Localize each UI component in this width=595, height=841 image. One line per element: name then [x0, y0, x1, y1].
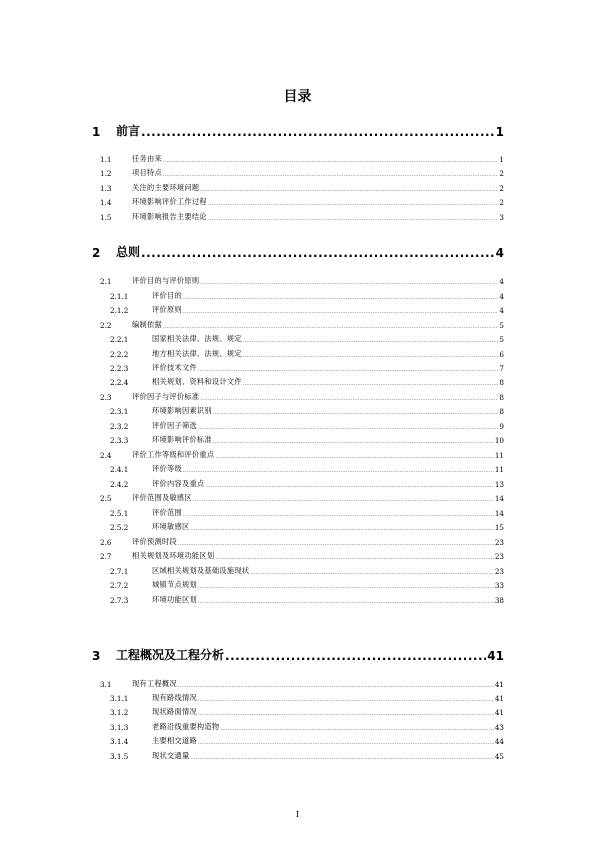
toc-leader-dots — [163, 169, 498, 178]
toc-entry-title: 区域相关规划及基础设施现状 — [152, 566, 250, 575]
toc-entry[interactable] — [90, 435, 504, 445]
toc-entry-number: 3.1.4 — [110, 737, 129, 746]
toc-entry[interactable] — [90, 212, 504, 222]
toc-leader-dots — [183, 509, 494, 518]
toc-entry-title: 评价工作等级和评价重点 — [132, 450, 215, 459]
toc-entry[interactable] — [90, 183, 504, 193]
toc-entry-number: 2 — [92, 246, 101, 260]
toc-entry-title: 编制依据 — [132, 320, 162, 329]
toc-entry-number: 2.3 — [100, 393, 112, 402]
toc-entry-number: 2.7 — [100, 552, 112, 561]
toc-entry-title: 城镇节点规划 — [152, 580, 197, 589]
toc-entry-page: 14 — [494, 509, 504, 518]
toc-entry-number: 1.2 — [100, 169, 112, 178]
toc-entry-page: 23 — [494, 538, 504, 547]
toc-entry-number: 1.5 — [100, 213, 112, 222]
toc-entry[interactable] — [90, 363, 504, 373]
toc-entry[interactable] — [90, 244, 504, 260]
page-number-footer: I — [295, 810, 300, 819]
toc-leader-dots — [213, 407, 499, 416]
toc-entry-page: 8 — [499, 407, 504, 416]
toc-leader-dots — [190, 752, 493, 761]
toc-entry-title: 评价技术文件 — [152, 363, 197, 372]
toc-entry-title: 现有工程概况 — [132, 679, 177, 688]
toc-entry-page: 43 — [494, 723, 504, 732]
toc-entry-page: 23 — [494, 552, 504, 561]
toc-entry-page: 5 — [499, 335, 504, 344]
toc-entry-page: 41 — [494, 680, 504, 689]
toc-entry-title: 评价因子筛选 — [152, 421, 197, 430]
toc-title: 目录 — [283, 89, 312, 105]
toc-entry-title: 现状交通量 — [152, 751, 190, 760]
toc-entry-page: 45 — [494, 752, 504, 761]
toc-entry-number: 1.4 — [100, 198, 112, 207]
toc-leader-dots — [198, 694, 494, 703]
toc-entry-number: 2.6 — [100, 538, 112, 547]
toc-entry-page: 11 — [494, 451, 504, 460]
toc-entry-page: 38 — [494, 596, 504, 605]
toc-leader-dots — [183, 306, 498, 315]
toc-entry-title: 前言 — [116, 124, 141, 138]
toc-entry-page: 1 — [495, 125, 504, 139]
toc-entry-page: 1 — [499, 155, 504, 164]
toc-entry-number: 2.3.3 — [110, 436, 129, 445]
toc-entry-number: 3.1.5 — [110, 752, 129, 761]
toc-leader-dots — [208, 198, 499, 207]
toc-entry-title: 项目特点 — [132, 168, 162, 177]
toc-entry-title: 国家相关法律、法规、规定 — [152, 334, 242, 343]
toc-entry-page: 9 — [499, 422, 504, 431]
toc-leader-dots — [163, 321, 498, 330]
toc-entry-number: 1 — [92, 125, 101, 139]
toc-entry-page: 4 — [495, 246, 504, 260]
toc-entry-number: 2.5.2 — [110, 523, 129, 532]
toc-entry-title: 主要相交道路 — [152, 736, 197, 745]
toc-entry-title: 评价目的 — [152, 291, 182, 300]
toc-entry-title: 评价原则 — [152, 305, 182, 314]
toc-entry-title: 总则 — [116, 245, 141, 259]
toc-leader-dots — [183, 465, 494, 474]
toc-entry-number: 2.2 — [100, 321, 112, 330]
toc-leader-dots — [141, 125, 495, 139]
toc-entry-number: 2.2.2 — [110, 350, 129, 359]
toc-entry-title: 环境影响因素识别 — [152, 406, 212, 415]
toc-entry-page: 14 — [494, 494, 504, 503]
toc-entry-number: 3.1 — [100, 680, 112, 689]
toc-entry[interactable] — [90, 707, 504, 717]
toc-entry-title: 环境影响评价工作过程 — [132, 197, 207, 206]
toc-leader-dots — [198, 364, 498, 373]
toc-entry[interactable] — [90, 406, 504, 416]
toc-entry[interactable] — [90, 751, 504, 761]
toc-leader-dots — [198, 737, 494, 746]
toc-entry-title: 评价内容及重点 — [152, 479, 205, 488]
toc-entry-title: 相关规划、资料和设计文件 — [152, 377, 242, 386]
toc-entry[interactable] — [90, 551, 504, 561]
toc-entry-title: 环境影响评价标准 — [152, 435, 212, 444]
toc-leader-dots — [198, 422, 498, 431]
toc-entry[interactable] — [90, 168, 504, 178]
toc-leader-dots — [205, 480, 493, 489]
toc-entry-number: 1.3 — [100, 184, 112, 193]
toc-entry-page: 3 — [499, 213, 504, 222]
toc-entry-title: 环境敏感区 — [152, 522, 190, 531]
toc-leader-dots — [198, 596, 494, 605]
toc-leader-dots — [220, 723, 493, 732]
toc-entry[interactable] — [90, 392, 504, 402]
toc-leader-dots — [225, 649, 486, 663]
toc-entry[interactable] — [90, 580, 504, 590]
toc-entry-page: 41 — [494, 694, 504, 703]
toc-entry[interactable] — [90, 450, 504, 460]
toc-leader-dots — [183, 292, 498, 301]
toc-entry-title: 相关规划及环境功能区划 — [132, 551, 215, 560]
toc-entry-number: 2.2.3 — [110, 364, 129, 373]
toc-entry-title: 任务由来 — [132, 154, 162, 163]
toc-entry[interactable] — [90, 537, 504, 547]
toc-entry-title: 环境影响报告主要结论 — [132, 212, 207, 221]
toc-leader-dots — [198, 708, 494, 717]
toc-leader-dots — [200, 393, 498, 402]
toc-entry[interactable] — [90, 197, 504, 207]
toc-entry-page: 44 — [494, 737, 504, 746]
toc-entry[interactable] — [90, 595, 504, 605]
toc-entry-number: 2.7.1 — [110, 567, 129, 576]
toc-entry-number: 2.3.2 — [110, 422, 129, 431]
toc-leader-dots — [243, 335, 499, 344]
toc-entry-title: 现状路面情况 — [152, 707, 197, 716]
toc-entry-number: 2.4 — [100, 451, 112, 460]
toc-entry[interactable] — [90, 154, 504, 164]
toc-entry-page: 2 — [499, 198, 504, 207]
toc-entry[interactable] — [90, 522, 504, 532]
toc-entry[interactable] — [90, 320, 504, 330]
toc-entry-page: 33 — [494, 581, 504, 590]
toc-entry-title: 地方相关法律、法规、规定 — [152, 349, 242, 358]
toc-entry[interactable] — [90, 693, 504, 703]
toc-entry[interactable] — [90, 305, 504, 315]
toc-entry-title: 环境功能区划 — [152, 595, 197, 604]
toc-entry-title: 老路沿线重要构造物 — [152, 722, 220, 731]
toc-entry-page: 8 — [499, 393, 504, 402]
toc-leader-dots — [178, 680, 494, 689]
toc-entry-title: 评价等级 — [152, 464, 182, 473]
toc-entry-number: 2.3.1 — [110, 407, 129, 416]
toc-leader-dots — [208, 213, 499, 222]
toc-entry-number: 2.4.1 — [110, 465, 129, 474]
toc-leader-dots — [141, 246, 495, 260]
toc-entry[interactable] — [90, 349, 504, 359]
toc-entry-number: 3 — [92, 649, 101, 663]
toc-entry[interactable] — [90, 421, 504, 431]
toc-entry-number: 2.1.2 — [110, 306, 129, 315]
toc-entry-page: 2 — [499, 184, 504, 193]
toc-entry-title: 评价预测时段 — [132, 537, 177, 546]
toc-entry-title: 评价范围及敏感区 — [132, 493, 192, 502]
toc-entry[interactable] — [90, 508, 504, 518]
toc-entry-number: 3.1.3 — [110, 723, 129, 732]
toc-entry-page: 4 — [499, 292, 504, 301]
toc-entry-page: 41 — [494, 708, 504, 717]
toc-entry-page: 4 — [499, 277, 504, 286]
toc-entry[interactable] — [90, 479, 504, 489]
toc-leader-dots — [213, 436, 494, 445]
toc-entry[interactable] — [90, 493, 504, 503]
toc-entry-number: 2.2.4 — [110, 378, 129, 387]
toc-entry[interactable] — [90, 722, 504, 732]
toc-entry-number: 2.5 — [100, 494, 112, 503]
toc-entry[interactable] — [90, 566, 504, 576]
toc-entry-page: 15 — [494, 523, 504, 532]
toc-leader-dots — [243, 350, 499, 359]
toc-leader-dots — [215, 552, 493, 561]
toc-leader-dots — [243, 378, 499, 387]
toc-entry[interactable] — [90, 377, 504, 387]
toc-entry-number: 2.2.1 — [110, 335, 129, 344]
toc-entry[interactable] — [90, 647, 504, 663]
toc-entry-number: 3.1.1 — [110, 694, 129, 703]
toc-entry-page: 7 — [499, 364, 504, 373]
toc-entry-page: 2 — [499, 169, 504, 178]
toc-entry-number: 3.1.2 — [110, 708, 129, 717]
toc-entry-number: 2.1.1 — [110, 292, 129, 301]
toc-entry-page: 10 — [494, 436, 504, 445]
toc-entry-title: 现有路线情况 — [152, 693, 197, 702]
toc-entry-title: 评价范围 — [152, 508, 182, 517]
toc-leader-dots — [198, 581, 494, 590]
toc-leader-dots — [178, 538, 494, 547]
toc-entry-number: 2.7.3 — [110, 596, 129, 605]
toc-leader-dots — [250, 567, 494, 576]
toc-entry[interactable] — [90, 464, 504, 474]
toc-entry[interactable] — [90, 291, 504, 301]
toc-leader-dots — [200, 277, 498, 286]
toc-entry-page: 13 — [494, 480, 504, 489]
toc-leader-dots — [163, 155, 498, 164]
toc-leader-dots — [200, 184, 498, 193]
toc-entry-title: 关注的主要环境问题 — [132, 183, 200, 192]
toc-entry-page: 6 — [499, 350, 504, 359]
toc-entry-page: 4 — [499, 306, 504, 315]
toc-entry-title: 评价因子与评价标准 — [132, 392, 200, 401]
toc-entry-page: 11 — [494, 465, 504, 474]
toc-entry-number: 1.1 — [100, 155, 112, 164]
toc-entry-page: 41 — [487, 649, 504, 663]
toc-entry-page: 5 — [499, 321, 504, 330]
toc-entry-page: 23 — [494, 567, 504, 576]
toc-leader-dots — [193, 494, 494, 503]
toc-entry-title: 评价目的与评价原则 — [132, 276, 200, 285]
toc-entry-number: 2.7.2 — [110, 581, 129, 590]
toc-entry-number: 2.4.2 — [110, 480, 129, 489]
toc-entry-number: 2.1 — [100, 277, 112, 286]
toc-entry[interactable] — [90, 334, 504, 344]
toc-leader-dots — [215, 451, 493, 460]
toc-entry-title: 工程概况及工程分析 — [116, 648, 225, 662]
toc-entry-number: 2.5.1 — [110, 509, 129, 518]
toc-entry[interactable] — [90, 276, 504, 286]
toc-entry[interactable] — [90, 736, 504, 746]
toc-entry-page: 8 — [499, 378, 504, 387]
toc-leader-dots — [190, 523, 493, 532]
toc-entry[interactable] — [90, 679, 504, 689]
toc-entry[interactable] — [90, 123, 504, 139]
